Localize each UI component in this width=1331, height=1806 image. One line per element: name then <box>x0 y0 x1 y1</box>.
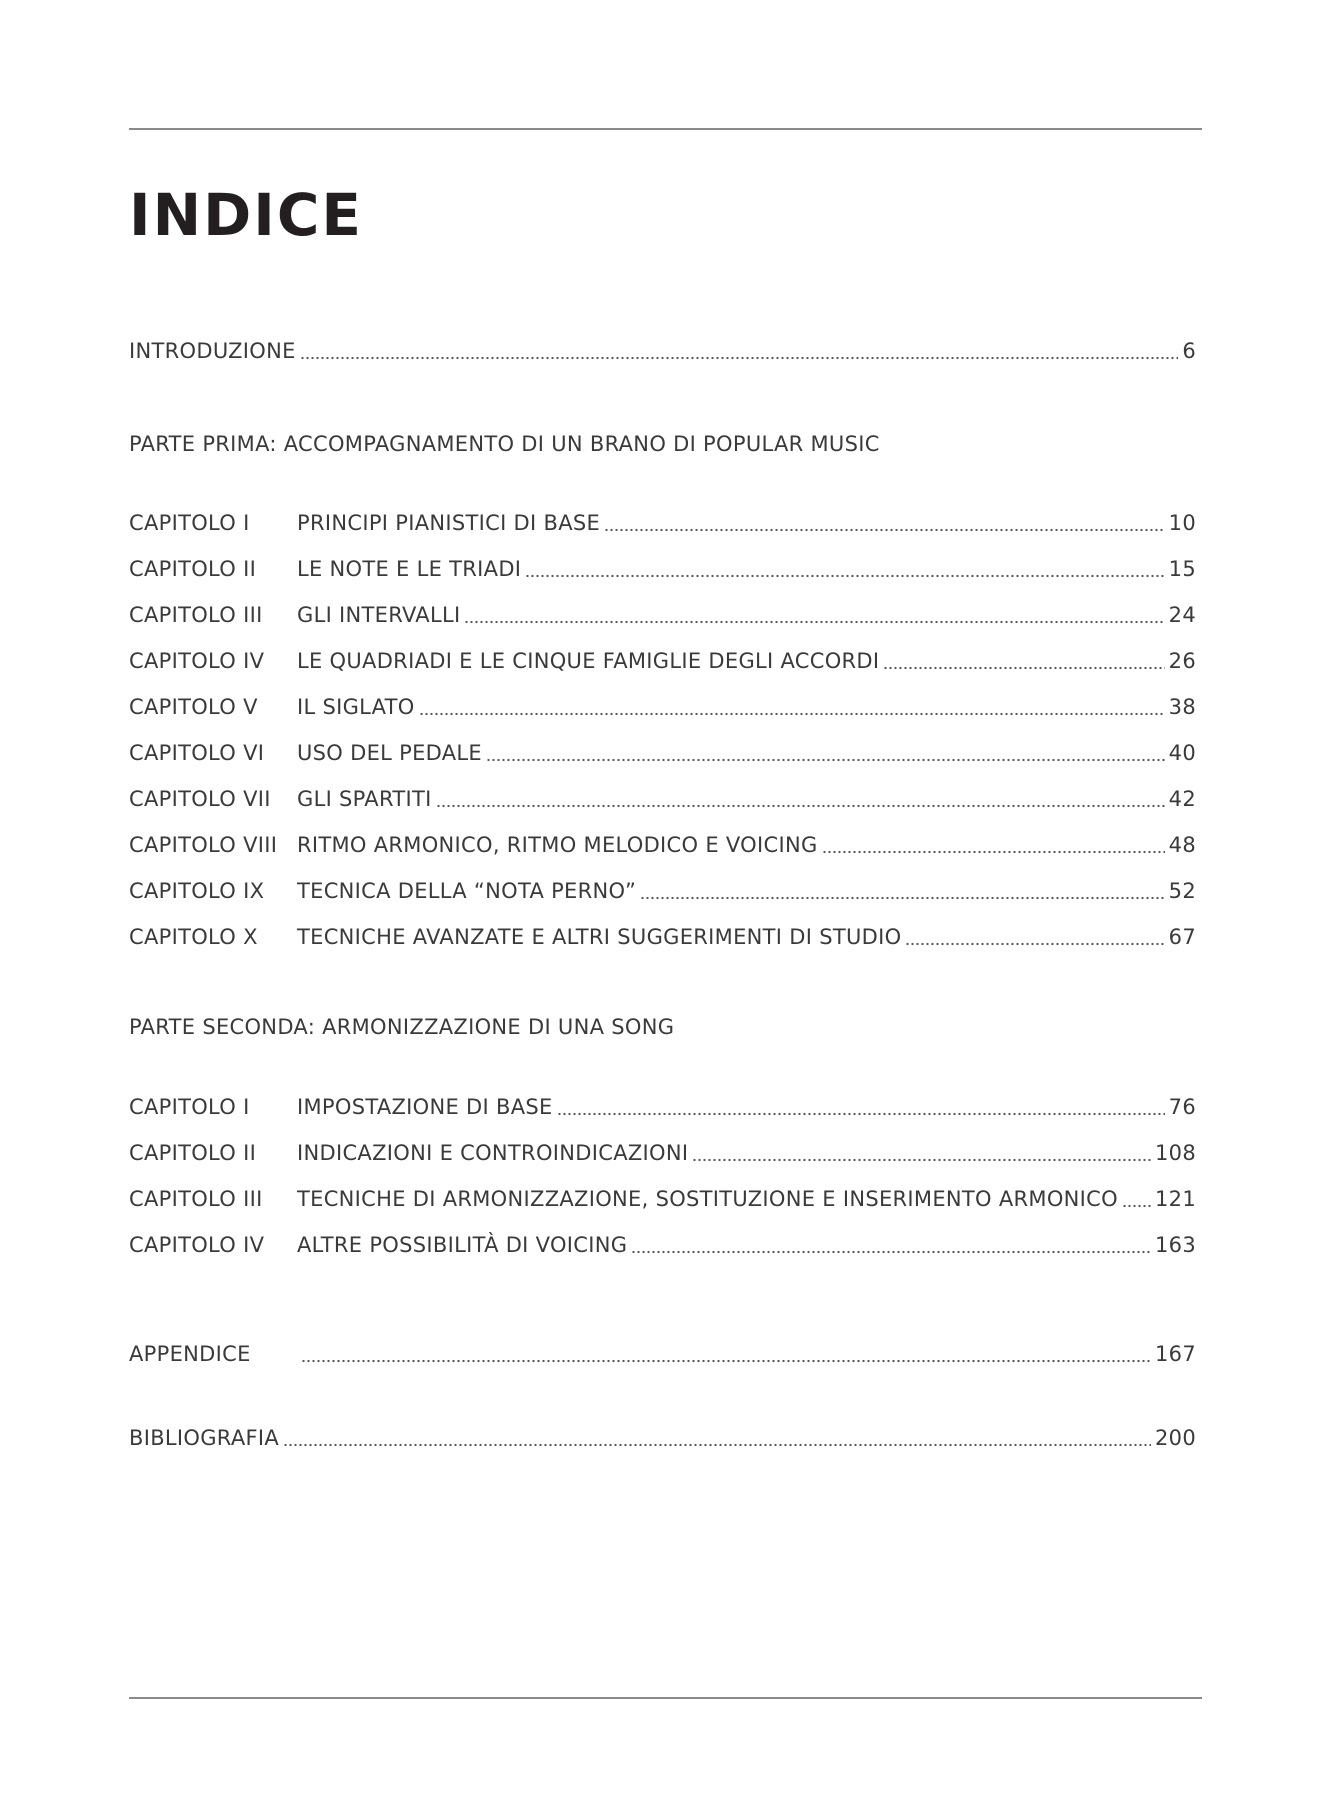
part-heading-1: PARTE PRIMA: ACCOMPAGNAMENTO DI UN BRANO DI POPULAR MUSIC <box>129 432 880 456</box>
chapter-title: GLI SPARTITI <box>297 787 432 811</box>
toc-page-number: 48 <box>1168 833 1196 857</box>
toc-chapter-entry[interactable] <box>129 555 1196 583</box>
toc-chapter-entry[interactable] <box>129 877 1196 905</box>
toc-entry-label: BIBLIOGRAFIA <box>129 1426 280 1450</box>
toc-page-number: 67 <box>1168 925 1196 949</box>
dot-leader <box>464 604 1164 624</box>
toc-chapter-entry[interactable] <box>129 601 1196 629</box>
chapter-number: CAPITOLO VII <box>129 787 271 811</box>
toc-entry-appendice[interactable] <box>129 1340 1196 1368</box>
chapter-title: LE QUADRIADI E LE CINQUE FAMIGLIE DEGLI ACCORDI <box>297 649 880 673</box>
chapter-title: TECNICA DELLA “NOTA PERNO” <box>297 879 637 903</box>
chapter-number: CAPITOLO IV <box>129 649 265 673</box>
chapter-number: CAPITOLO I <box>129 1095 250 1119</box>
toc-chapter-entry[interactable] <box>129 1139 1196 1167</box>
chapter-number: CAPITOLO III <box>129 1187 263 1211</box>
dot-leader <box>557 1096 1165 1116</box>
chapter-title: TECNICHE AVANZATE E ALTRI SUGGERIMENTI DI STUDIO <box>297 925 902 949</box>
toc-page-number: 24 <box>1168 603 1196 627</box>
toc-chapter-entry[interactable] <box>129 1231 1196 1259</box>
chapter-title: PRINCIPI PIANISTICI DI BASE <box>297 511 601 535</box>
dot-leader <box>883 650 1164 670</box>
chapter-number: CAPITOLO III <box>129 603 263 627</box>
toc-page-number: 42 <box>1168 787 1196 811</box>
chapter-number: CAPITOLO X <box>129 925 258 949</box>
toc-page-number: 76 <box>1168 1095 1196 1119</box>
toc-entry-bibliografia[interactable] <box>129 1424 1196 1452</box>
toc-page-number: 38 <box>1168 695 1196 719</box>
page-title: INDICE <box>129 181 364 249</box>
dot-leader <box>640 880 1165 900</box>
dot-leader <box>604 512 1165 532</box>
chapter-number: CAPITOLO II <box>129 557 257 581</box>
toc-entry-introduzione[interactable] <box>129 337 1196 365</box>
toc-chapter-entry[interactable] <box>129 739 1196 767</box>
chapter-title: IMPOSTAZIONE DI BASE <box>297 1095 553 1119</box>
part-heading-2: PARTE SECONDA: ARMONIZZAZIONE DI UNA SONG <box>129 1015 675 1039</box>
dot-leader <box>283 1427 1151 1447</box>
chapter-number: CAPITOLO V <box>129 695 258 719</box>
dot-leader <box>631 1234 1151 1254</box>
dot-leader <box>1122 1188 1151 1208</box>
toc-entry-label: INTRODUZIONE <box>129 339 296 363</box>
toc-chapter-entry[interactable] <box>129 1093 1196 1121</box>
toc-chapter-entry[interactable] <box>129 831 1196 859</box>
chapter-title: RITMO ARMONICO, RITMO MELODICO E VOICING <box>297 833 818 857</box>
chapter-title: IL SIGLATO <box>297 695 415 719</box>
chapter-title: LE NOTE E LE TRIADI <box>297 557 522 581</box>
dot-leader <box>419 696 1165 716</box>
chapter-number: CAPITOLO IX <box>129 879 265 903</box>
toc-page-number: 108 <box>1155 1141 1196 1165</box>
dot-leader <box>486 742 1165 762</box>
toc-chapter-entry[interactable] <box>129 509 1196 537</box>
dot-leader <box>822 834 1165 854</box>
toc-page-number: 121 <box>1155 1187 1196 1211</box>
bottom-rule <box>129 1697 1202 1699</box>
toc-page-number: 6 <box>1182 339 1196 363</box>
toc-page-number: 200 <box>1155 1426 1196 1450</box>
chapter-title: GLI INTERVALLI <box>297 603 461 627</box>
dot-leader <box>436 788 1165 808</box>
chapter-number: CAPITOLO II <box>129 1141 257 1165</box>
chapter-number: CAPITOLO IV <box>129 1233 265 1257</box>
dot-leader <box>905 926 1164 946</box>
chapter-title: ALTRE POSSIBILITÀ DI VOICING <box>297 1233 628 1257</box>
toc-chapter-entry[interactable] <box>129 693 1196 721</box>
dot-leader <box>300 340 1179 360</box>
chapter-number: CAPITOLO VI <box>129 741 265 765</box>
dot-leader <box>692 1142 1151 1162</box>
toc-page-number: 10 <box>1168 511 1196 535</box>
toc-page-number: 167 <box>1155 1342 1196 1366</box>
toc-entry-label: APPENDICE <box>129 1342 251 1366</box>
toc-chapter-entry[interactable] <box>129 1185 1196 1213</box>
chapter-title: USO DEL PEDALE <box>297 741 482 765</box>
toc-chapter-entry[interactable] <box>129 923 1196 951</box>
chapter-title: TECNICHE DI ARMONIZZAZIONE, SOSTITUZIONE E INSERIMENTO ARMONICO <box>297 1187 1118 1211</box>
dot-leader <box>301 1343 1151 1363</box>
dot-leader <box>525 558 1164 578</box>
toc-page-number: 40 <box>1168 741 1196 765</box>
toc-chapter-entry[interactable] <box>129 785 1196 813</box>
toc-chapter-entry[interactable] <box>129 647 1196 675</box>
chapter-title: INDICAZIONI E CONTROINDICAZIONI <box>297 1141 689 1165</box>
top-rule <box>129 128 1202 130</box>
toc-page-number: 26 <box>1168 649 1196 673</box>
toc-page-number: 163 <box>1155 1233 1196 1257</box>
toc-page-number: 15 <box>1168 557 1196 581</box>
chapter-number: CAPITOLO I <box>129 511 250 535</box>
toc-page-number: 52 <box>1168 879 1196 903</box>
chapter-number: CAPITOLO VIII <box>129 833 278 857</box>
